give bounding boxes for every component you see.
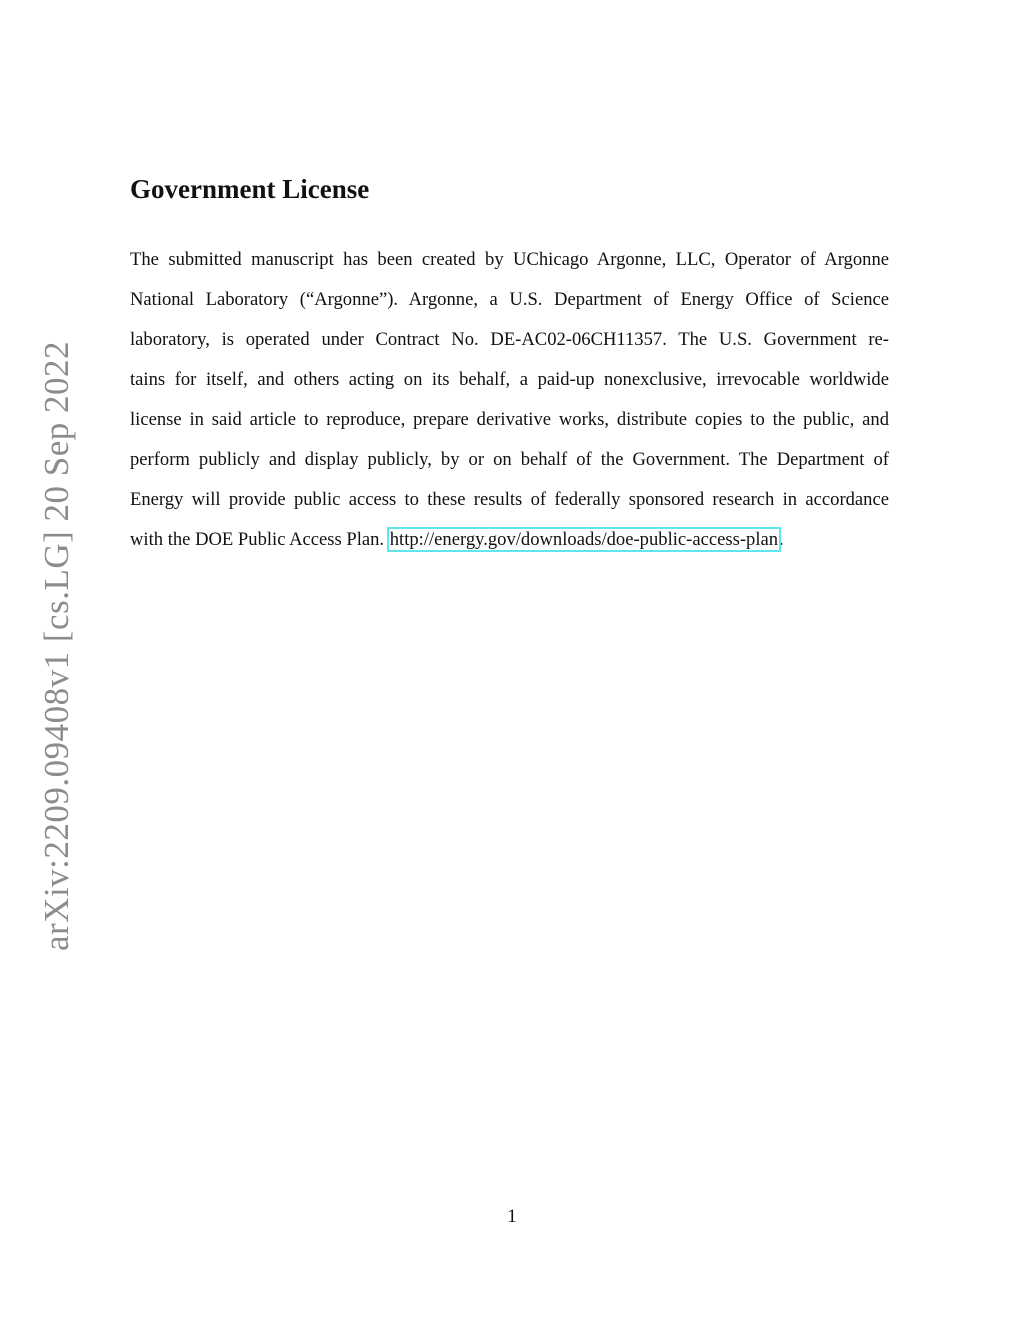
- paragraph-line: laboratory, is operated under Contract No. DE-AC02-06CH11357. The U.S. Government re-: [130, 329, 889, 350]
- paragraph-line: National Laboratory (“Argonne”). Argonne, a U.S. Department of Energy Office of Science: [130, 289, 889, 310]
- license-paragraph: [130, 240, 889, 560]
- section-title: Government License: [130, 174, 370, 204]
- paragraph-last-line: [130, 520, 889, 560]
- paragraph-line: Energy will provide public access to these results of federally sponsored research in accordance: [130, 489, 889, 510]
- last-line-suffix: .: [779, 529, 784, 550]
- paragraph-line: The submitted manuscript has been created by UChicago Argonne, LLC, Operator of Argonne: [130, 249, 889, 270]
- page-number: 1: [507, 1206, 517, 1227]
- arxiv-identifier: arXiv:2209.09408v1 [cs.LG] 20 Sep 2022: [37, 340, 76, 952]
- paragraph-line: tains for itself, and others acting on its behalf, a paid-up nonexclusive, irrevocable worldwide: [130, 369, 889, 390]
- paragraph-line: perform publicly and display publicly, by or on behalf of the Government. The Department of: [130, 449, 889, 470]
- last-line-prefix: with the DOE Public Access Plan.: [130, 529, 389, 550]
- doe-public-access-plan-link[interactable]: http://energy.gov/downloads/doe-public-access-plan: [389, 529, 779, 550]
- paragraph-line: license in said article to reproduce, prepare derivative works, distribute copies to the public, and: [130, 409, 889, 430]
